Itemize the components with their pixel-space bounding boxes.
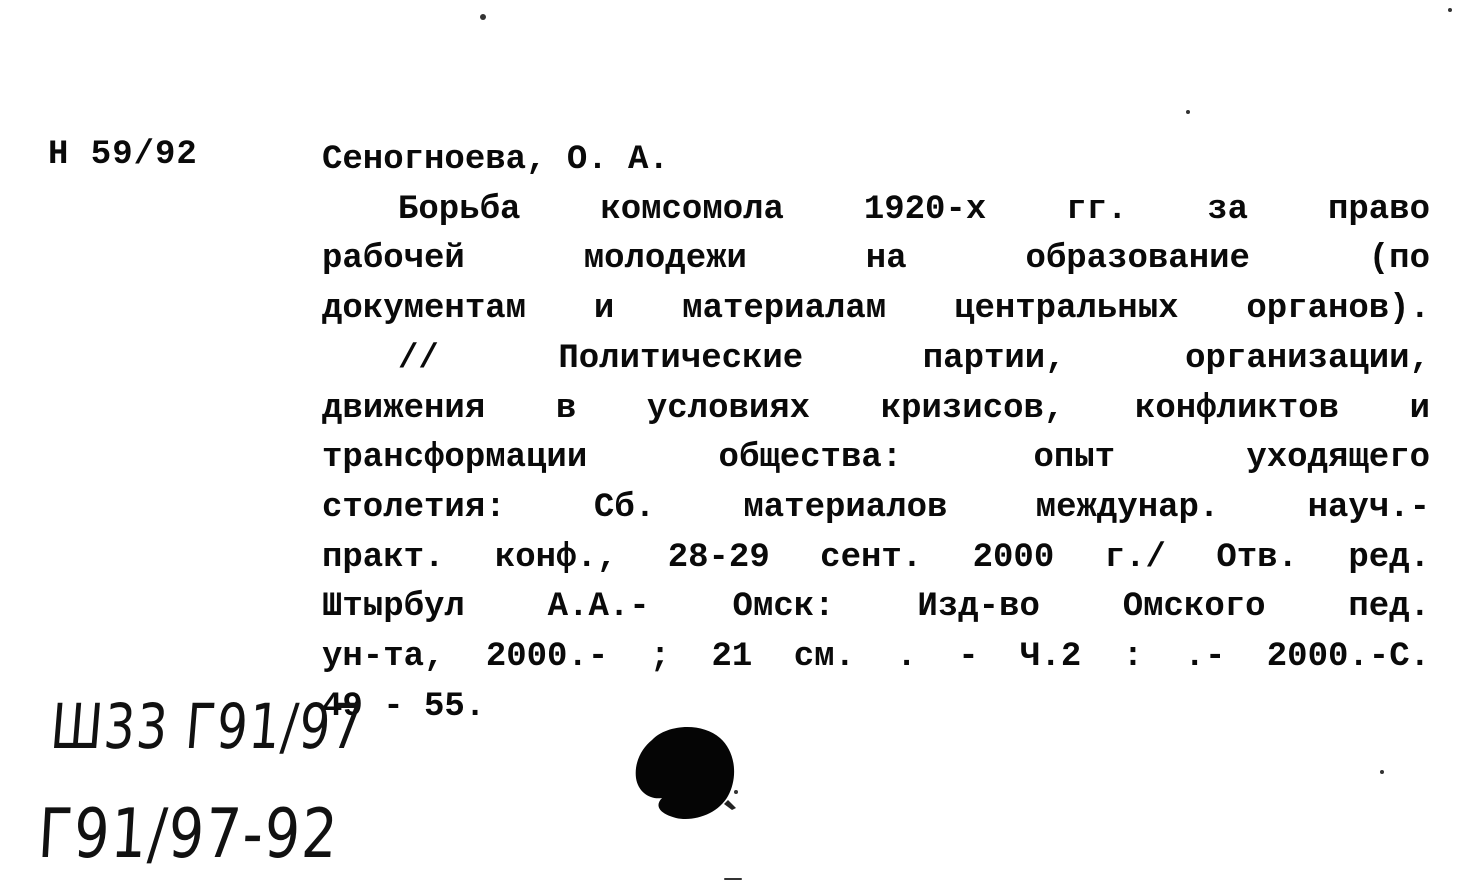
author-heading: Сеногноева, О. А.: [322, 141, 669, 179]
entry-line: документам и материалам центральных органов).: [322, 290, 1430, 329]
entry-line: столетия: Сб. материалов междунар. науч.-: [322, 488, 1430, 527]
dust-speck: [1448, 8, 1452, 12]
call-number: Н 59/92: [48, 136, 198, 174]
entry-line: Штырбул А.А.- Омск: Изд-во Омского пед.: [322, 588, 1430, 627]
ink-blot: [632, 722, 740, 824]
entry-line: 49 - 55.: [322, 687, 486, 726]
entry-line: ун-та, 2000.- ; 21 см. . - Ч.2 : .- 2000.-С.: [322, 638, 1430, 677]
dust-speck: [1186, 110, 1190, 114]
entry-line: трансформации общества: опыт уходящего: [322, 439, 1430, 478]
handwritten-shelfmark: Ш33 Г91/97: [48, 690, 368, 763]
entry-line: движения в условиях кризисов, конфликтов и: [322, 389, 1430, 428]
dust-speck: [480, 14, 486, 20]
dust-speck: [1380, 770, 1384, 774]
entry-line: Борьба комсомола 1920-х гг. за право: [398, 190, 1430, 229]
handwritten-inventory-number: Г91/97-92: [36, 795, 342, 874]
dust-speck: [724, 878, 742, 880]
bibliographic-entry: [322, 136, 1430, 732]
entry-line: рабочей молодежи на образование (по: [322, 240, 1430, 279]
entry-line: практ. конф., 28-29 сент. 2000 г./ Отв. ред.: [322, 538, 1430, 577]
entry-line: // Политические партии, организации,: [398, 339, 1430, 378]
